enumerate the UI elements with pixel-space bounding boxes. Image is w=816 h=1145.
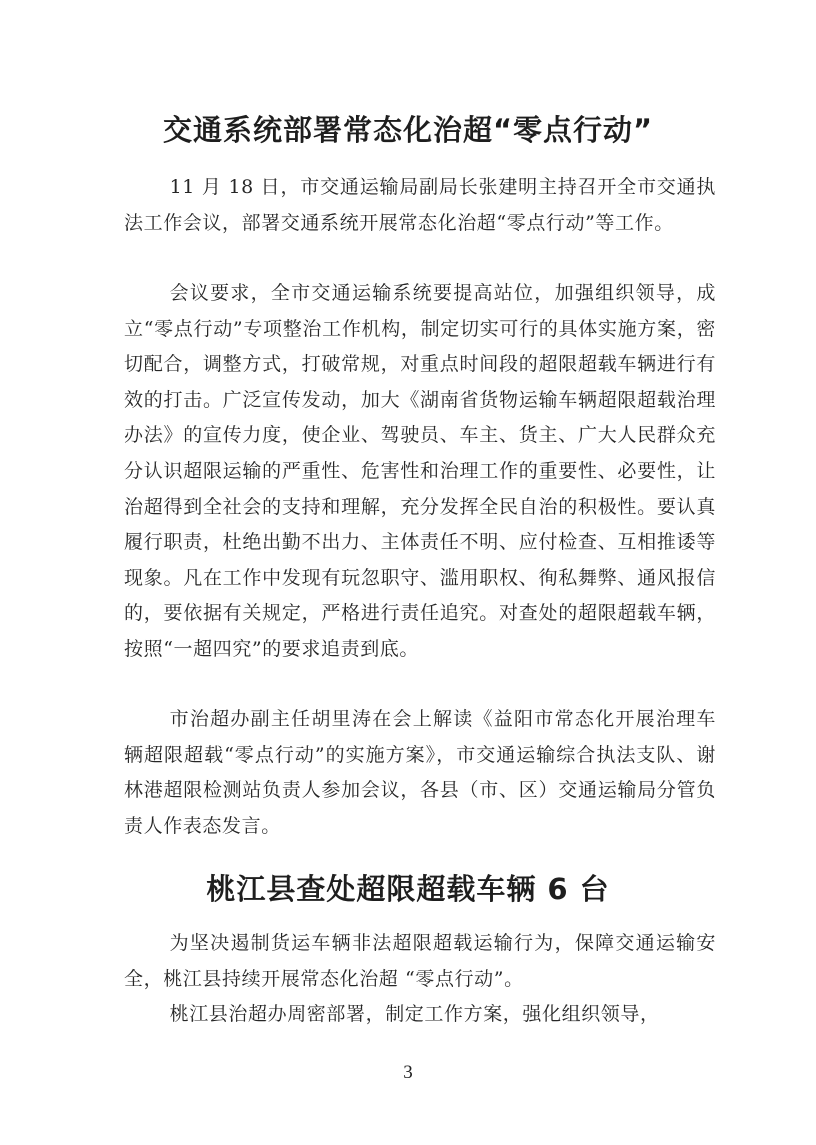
article-paragraph: 为坚决遏制货运车辆非法超限超载运输行为，保障交通运输安全，桃江县持续开展常态化治超 “零点行动”。 <box>124 932 716 990</box>
page-number: 3 <box>403 1062 413 1083</box>
article-title: 交通系统部署常态化治超“零点行动” <box>162 113 654 147</box>
article-paragraph: 市治超办副主任胡里涛在会上解读《益阳市常态化开展治理车辆超限超载“零点行动”的实施方案》，市交通运输综合执法支队、谢林港超限检测站负责人参加会议，各县（市、区）交通运输局分管负责人作表态发言。 <box>124 708 716 837</box>
article-title: 桃江县查处超限超载车辆 6 台 <box>206 872 610 906</box>
article-paragraph: 11 月 18 日，市交通运输局副局长张建明主持召开全市交通执法工作会议，部署交通系统开展常态化治超“零点行动”等工作。 <box>124 176 716 234</box>
article-paragraph: 会议要求，全市交通运输系统要提高站位，加强组织领导，成立“零点行动”专项整治工作机构，制定切实可行的具体实施方案，密切配合，调整方式，打破常规，对重点时间段的超限超载车辆进行有效的打击。广泛宣传发动，加大《湖南省货物运输车辆超限超载治理办法》的宣传力度，使企业、驾驶员、车主、货主、广大人民群众充分认识超限运输的严重性、危害性和治理工作的重要性、必要性，让治超得到全社会的支持和理解，充分发挥全民自治的积极性。要认真履行职责，杜绝出勤不出力、主体责任不明、应付检查、互相推诿等现象。凡在工作中发现有玩忽职守、滥用职权、徇私舞弊、通风报信的，要依据有关规定，严格进行责任追究。对查处的超限超载车辆，按照“一超四究”的要求追责到底。 <box>124 282 716 660</box>
article-paragraph: 桃江县治超办周密部署，制定工作方案，强化组织领导， <box>169 1003 660 1025</box>
